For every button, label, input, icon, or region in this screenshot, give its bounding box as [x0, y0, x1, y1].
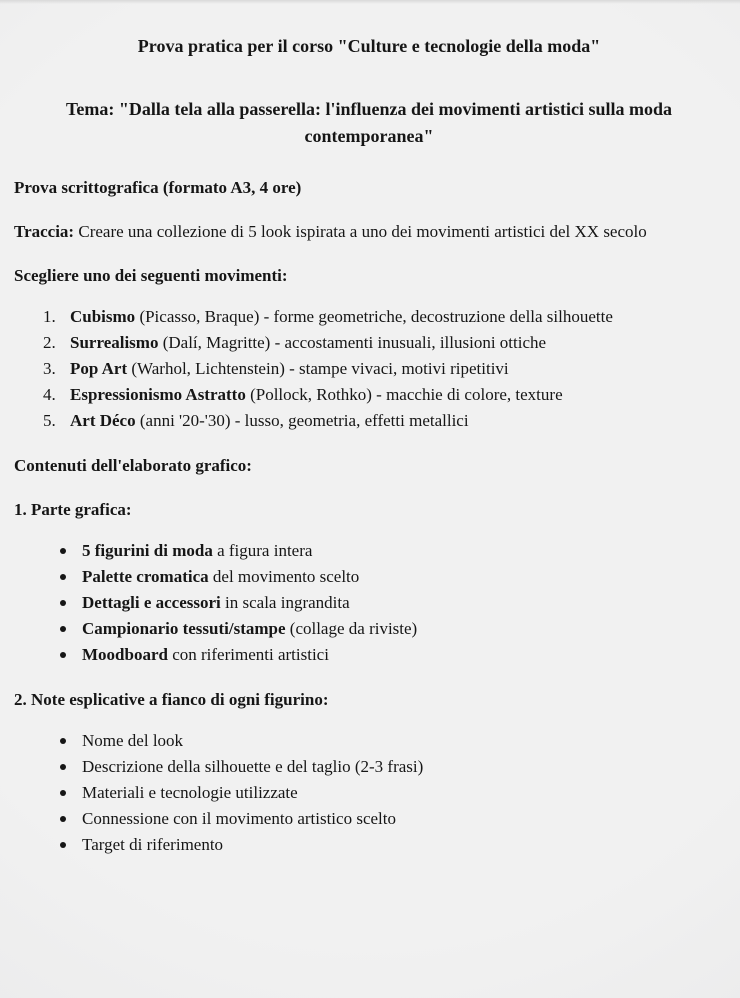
list-item: [58, 806, 724, 832]
movement-name: Pop Art: [70, 359, 128, 378]
movement-description: (Dalí, Magritte) - accostamenti inusuali, illusioni ottiche: [158, 333, 547, 352]
theme-line-1: Tema: "Dalla tela alla passerella: l'influenza dei movimenti artistici sulla moda: [66, 99, 672, 119]
movement-item: [43, 382, 724, 408]
list-number: 5.: [43, 411, 56, 430]
choose-movements-line: Scegliere uno dei seguenti movimenti:: [14, 266, 288, 285]
traccia-label: Traccia:: [14, 222, 75, 241]
item-text: Connessione con il movimento artistico scelto: [82, 809, 396, 828]
item-rest: (collage da riviste): [285, 619, 418, 638]
bullet-icon: [60, 790, 66, 796]
list-number: 1.: [43, 307, 56, 326]
bullet-icon: [60, 548, 66, 554]
theme-heading: [14, 96, 724, 150]
movement-name: Art Déco: [70, 411, 136, 430]
part1-heading: 1. Parte grafica:: [14, 500, 132, 519]
list-item: [58, 754, 724, 780]
movement-text: [70, 304, 613, 330]
traccia-text: Creare una collezione di 5 look ispirata a uno dei movimenti artistici del XX secolo: [74, 222, 647, 241]
contents-heading: Contenuti dell'elaborato grafico:: [14, 456, 252, 475]
bullet-icon: [60, 816, 66, 822]
bullet-icon: [60, 842, 66, 848]
item-rest: a figura intera: [212, 541, 313, 560]
list-item: [58, 616, 724, 642]
item-rest: del movimento scelto: [208, 567, 360, 586]
movement-item: [43, 330, 724, 356]
list-item: [58, 590, 724, 616]
movement-description: (Picasso, Braque) - forme geometriche, decostruzione della silhouette: [135, 307, 613, 326]
format-line: Prova scrittografica (formato A3, 4 ore): [14, 178, 302, 197]
movement-name: Surrealismo: [70, 333, 159, 352]
list-number: 4.: [43, 385, 56, 404]
part2-list: [14, 728, 724, 858]
list-item: [58, 642, 724, 668]
item-text: Target di riferimento: [82, 835, 224, 854]
movement-text: [70, 382, 563, 408]
item-rest: con riferimenti artistici: [167, 645, 329, 664]
bullet-icon: [60, 764, 66, 770]
movement-description: (Pollock, Rothko) - macchie di colore, texture: [245, 385, 563, 404]
item-lead: Palette cromatica: [82, 567, 209, 586]
item-text: Descrizione della silhouette e del taglio (2-3 frasi): [82, 757, 424, 776]
movement-item: [43, 408, 724, 434]
list-item: [58, 728, 724, 754]
movement-text: [70, 330, 546, 356]
item-text: Nome del look: [82, 731, 184, 750]
movement-text: [70, 408, 469, 434]
movement-description: (Warhol, Lichtenstein) - stampe vivaci, motivi ripetitivi: [127, 359, 509, 378]
movements-list: [14, 304, 724, 434]
movement-description: (anni '20-'30) - lusso, geometria, effetti metallici: [135, 411, 469, 430]
bullet-icon: [60, 738, 66, 744]
bullet-icon: [60, 652, 66, 658]
movement-name: Espressionismo Astratto: [70, 385, 246, 404]
part1-list: [14, 538, 724, 668]
document-title: Prova pratica per il corso "Culture e tecnologie della moda": [137, 36, 601, 56]
bullet-icon: [60, 600, 66, 606]
list-number: 2.: [43, 333, 56, 352]
movement-text: [70, 356, 509, 382]
part2-heading: 2. Note esplicative a fianco di ogni figurino:: [14, 690, 329, 709]
item-rest: in scala ingrandita: [220, 593, 350, 612]
list-item: [58, 538, 724, 564]
traccia-line: [14, 220, 724, 244]
item-lead: Dettagli e accessori: [82, 593, 221, 612]
bullet-icon: [60, 626, 66, 632]
item-lead: 5 figurini di moda: [82, 541, 213, 560]
list-number: 3.: [43, 359, 56, 378]
list-item: [58, 564, 724, 590]
list-item: [58, 832, 724, 858]
movement-name: Cubismo: [70, 307, 136, 326]
item-lead: Campionario tessuti/stampe: [82, 619, 286, 638]
item-lead: Moodboard: [82, 645, 168, 664]
movement-item: [43, 356, 724, 382]
bullet-icon: [60, 574, 66, 580]
movement-item: [43, 304, 724, 330]
item-text: Materiali e tecnologie utilizzate: [82, 783, 298, 802]
theme-line-2: contemporanea": [304, 126, 434, 146]
list-item: [58, 780, 724, 806]
